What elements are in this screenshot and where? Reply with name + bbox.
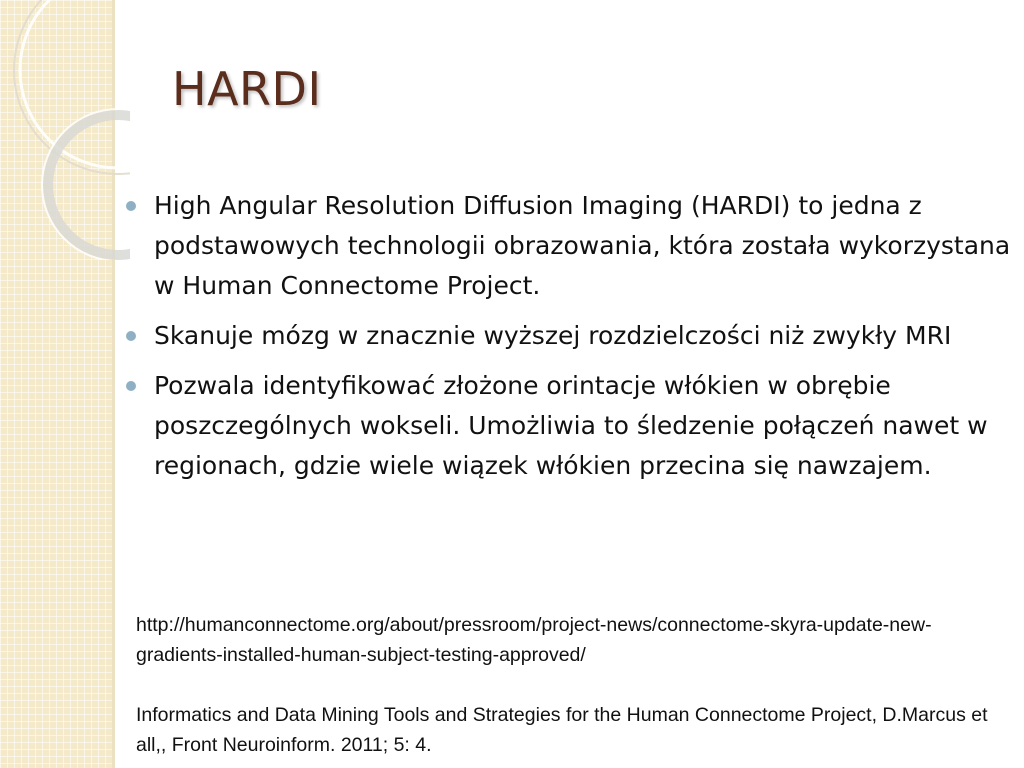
reference-spacer xyxy=(136,670,1006,700)
bullet-text: Pozwala identyfikować złożone orintacje włókien w obrębie poszczególnych wokseli. Umożliwia to śledzenie połączeń nawet w regionach, gdzie wiele wiązek włókien przecina się nawzajem. xyxy=(154,371,988,480)
ring-small-highlight xyxy=(42,109,130,260)
bullet-text: Skanuje mózg w znacznie wyższej rozdzielczości niż zwykły MRI xyxy=(154,321,952,350)
reference-citation: Informatics and Data Mining Tools and Strategies for the Human Connectome Project, D.Marcus et all,, Front Neuroinform. 2011; 5: 4. xyxy=(136,704,988,756)
bullet-item xyxy=(124,366,1014,486)
bullet-dot-icon xyxy=(126,201,136,211)
bullet-text: High Angular Resolution Diffusion Imaging (HARDI) to jedna z podstawowych technologii obrazowania, która została wykorzystana w Human Connectome Project. xyxy=(154,191,1011,300)
ring-large xyxy=(20,0,130,168)
bullet-dot-icon xyxy=(126,331,136,341)
reference-url: http://humanconnectome.org/about/pressroom/project-news/connectome-skyra-update-new-gradients-installed-human-subject-testing-approved/ xyxy=(136,614,932,666)
bullet-dot-icon xyxy=(126,381,136,391)
references xyxy=(136,610,1006,760)
bullet-item xyxy=(124,316,1014,356)
slide-title: HARDI xyxy=(172,62,322,116)
decorative-rings xyxy=(0,0,130,260)
bullet-list xyxy=(124,186,1014,496)
bullet-item xyxy=(124,186,1014,306)
